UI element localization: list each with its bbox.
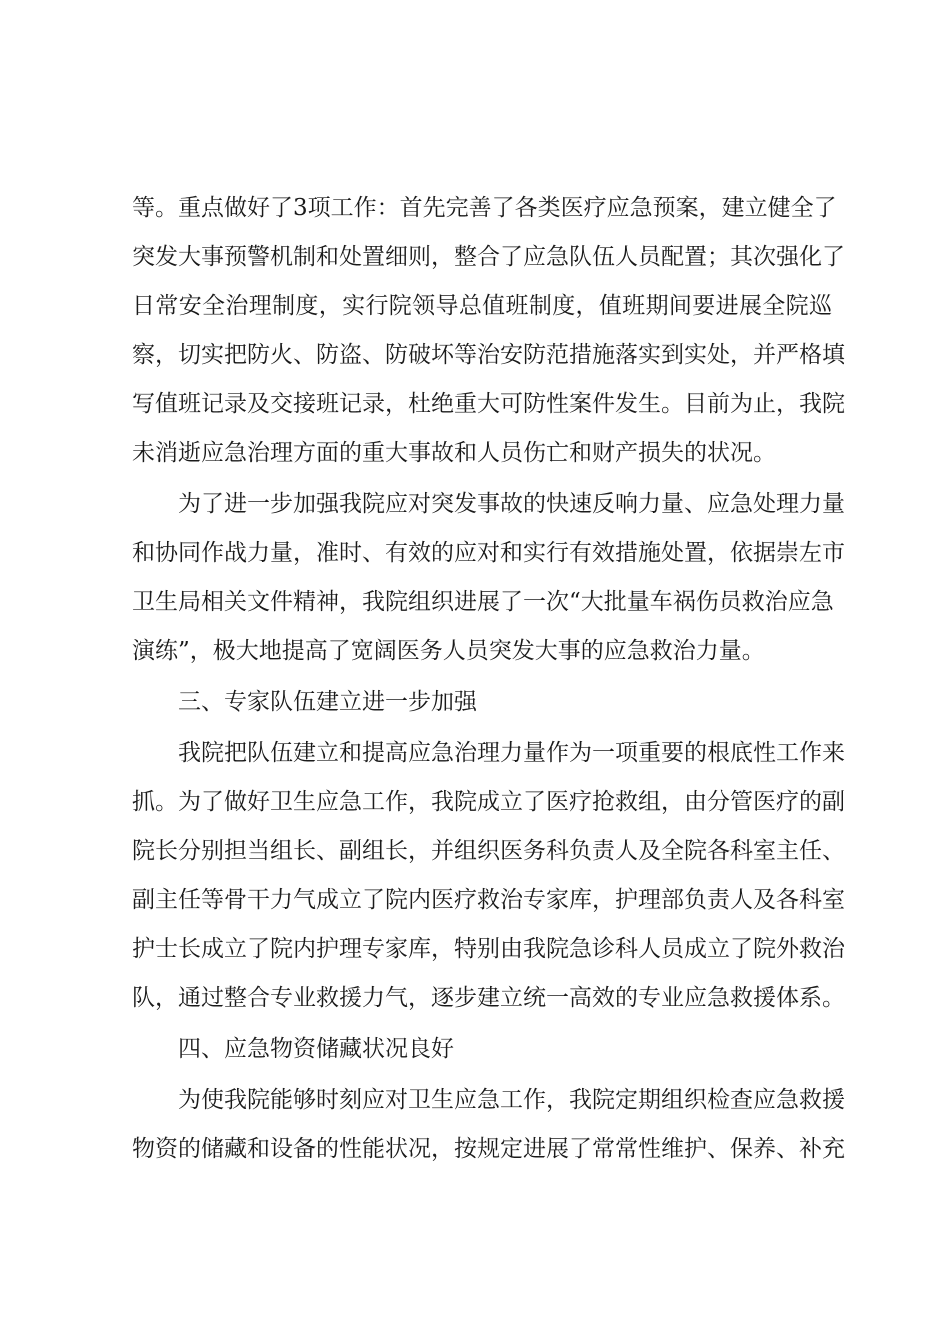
body-text-line: 队，通过整合专业救援力气，逐步建立统一高效的专业应急救援体系。 — [132, 985, 845, 1011]
body-text-line: 演练”，极大地提高了宽阔医务人员突发大事的应急救治力量。 — [132, 638, 765, 664]
paragraph-first-line: 我院把队伍建立和提高应急治理力量作为一项重要的根底性工作来 — [178, 740, 845, 766]
section-heading: 四、应急物资储藏状况良好 — [178, 1036, 454, 1062]
body-text-line: 院长分别担当组长、副组长，并组织医务科负责人及全院各科室主任、 — [132, 838, 845, 864]
body-text-line: 副主任等骨干力气成立了院内医疗救治专家库，护理部负责人及各科室 — [132, 887, 845, 913]
body-text-line: 护士长成立了院内护理专家库，特别由我院急诊科人员成立了院外救治 — [132, 936, 845, 962]
body-text-line: 等。重点做好了3项工作：首先完善了各类医疗应急预案，建立健全了 — [132, 195, 837, 221]
body-text-line: 写值班记录及交接班记录，杜绝重大可防性案件发生。目前为止，我院 — [132, 391, 845, 417]
body-text-line: 抓。为了做好卫生应急工作，我院成立了医疗抢救组，由分管医疗的副 — [132, 789, 845, 815]
section-heading: 三、专家队伍建立进一步加强 — [178, 689, 477, 715]
paragraph-first-line: 为使我院能够时刻应对卫生应急工作，我院定期组织检查应急救援 — [178, 1087, 845, 1113]
body-text-line: 日常安全治理制度，实行院领导总值班制度，值班期间要进展全院巡 — [132, 293, 832, 319]
paragraph-first-line: 为了进一步加强我院应对突发事故的快速反响力量、应急处理力量 — [178, 491, 845, 517]
body-text-line: 卫生局相关文件精神，我院组织进展了一次“大批量车祸伤员救治应急 — [132, 589, 834, 615]
body-text-line: 物资的储藏和设备的性能状况，按规定进展了常常性维护、保养、补充 — [132, 1136, 845, 1162]
body-text-line: 察，切实把防火、防盗、防破坏等治安防范措施落实到实处，并严格填 — [132, 342, 845, 368]
body-text-line: 和协同作战力量，准时、有效的应对和实行有效措施处置，依据崇左市 — [132, 540, 845, 566]
body-text-line: 突发大事预警机制和处置细则，整合了应急队伍人员配置；其次强化了 — [132, 244, 845, 270]
body-text-line: 未消逝应急治理方面的重大事故和人员伤亡和财产损失的状况。 — [132, 440, 776, 466]
